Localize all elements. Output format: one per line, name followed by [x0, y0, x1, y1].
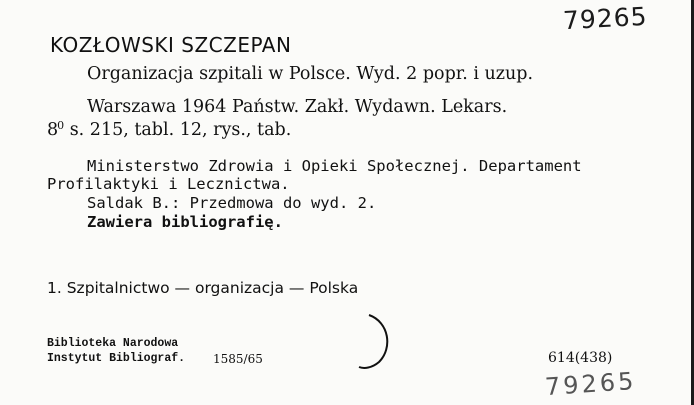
- subject-heading: 1. Szpitalnictwo — organizacja — Polska: [47, 279, 359, 297]
- corporate-note-line1: Ministerstwo Zdrowia i Opieki Społecznej. Departament: [87, 157, 582, 175]
- library-code: 1585/65: [213, 352, 263, 366]
- physical-description: [47, 120, 291, 140]
- format-number: 8: [47, 120, 58, 140]
- library-name: Biblioteka Narodowa: [47, 337, 179, 350]
- bracket-mark: [355, 312, 395, 372]
- title-statement: Organizacja szpitali w Polsce. Wyd. 2 popr. i uzup.: [87, 64, 534, 84]
- preface-note: Saldak B.: Przedmowa do wyd. 2.: [87, 194, 377, 212]
- bibliography-note: Zawiera bibliografię.: [87, 213, 283, 231]
- physical-details: s. 215, tabl. 12, rys., tab.: [64, 120, 292, 140]
- corporate-note-line2: Profilaktyki i Lecznictwa.: [47, 175, 290, 193]
- publication-line: Warszawa 1964 Państw. Zakł. Wydawn. Lekars.: [87, 97, 508, 117]
- catalog-number: 79265: [562, 1, 649, 36]
- format-superscript: 0: [57, 119, 65, 132]
- author-heading: KOZŁOWSKI SZCZEPAN: [50, 33, 292, 57]
- library-institute: Instytut Bibliograf.: [47, 352, 186, 365]
- handwritten-number: 79265: [544, 366, 638, 402]
- classification-number: 614(438): [548, 350, 613, 366]
